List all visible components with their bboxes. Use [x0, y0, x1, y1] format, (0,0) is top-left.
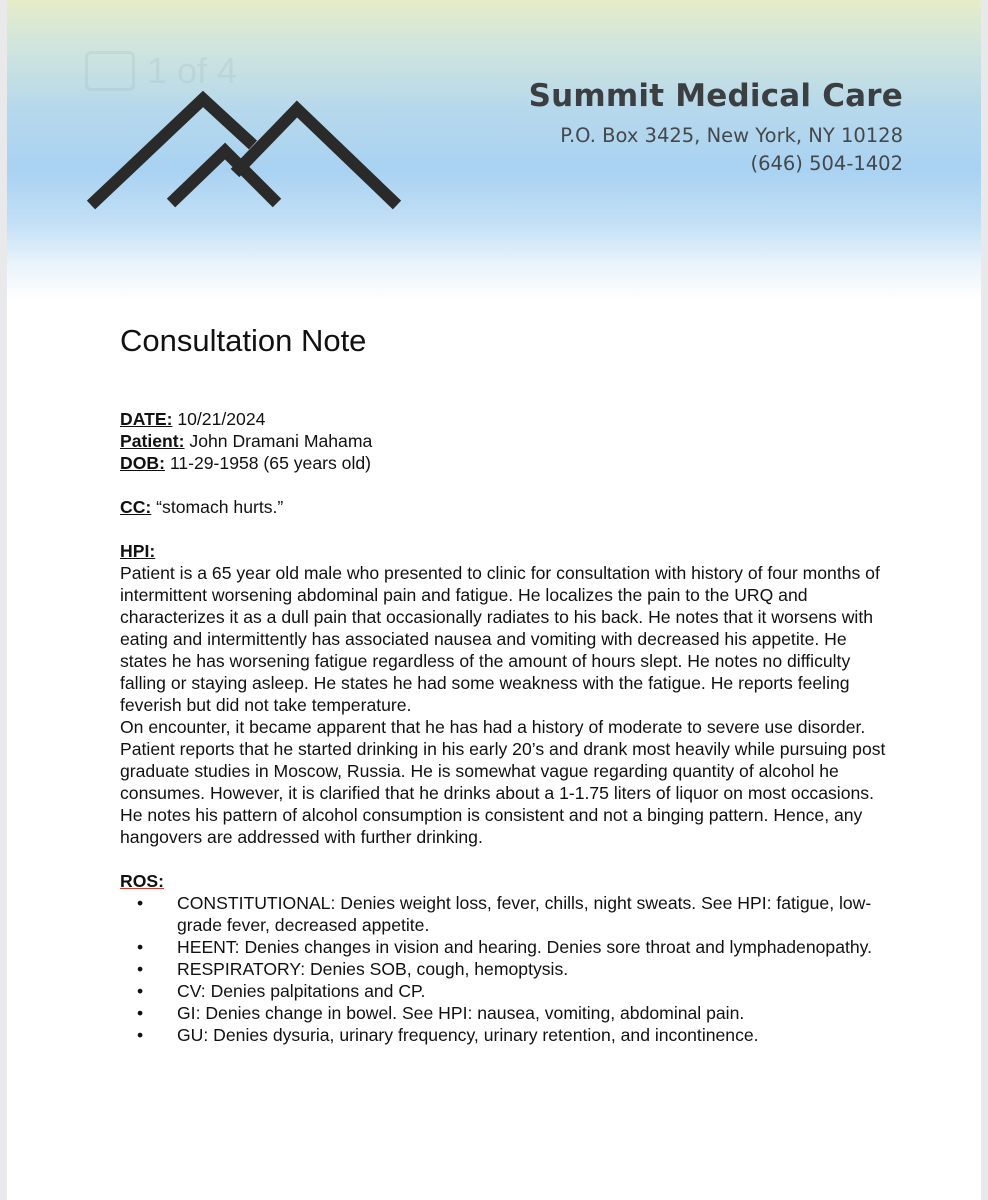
hpi-paragraph-1: Patient is a 65 year old male who presented to clinic for consultation with history of four months of intermittent worsening abdominal pain and fatigue. He localizes the pain to the URQ and characterizes it as a dull pain that occasionally radiates to his back. He notes that it worsens with eating and intermittently has associated nausea and vomiting with decreased his appetite. He states he has worsening fatigue regardless of the amount of hours slept. He notes no difficulty falling or staying asleep. He states he had some weakness with the fatigue. He reports feeling feverish but did not take temperature. — [120, 563, 880, 715]
ros-item-respiratory: • RESPIRATORY: Denies SOB, cough, hemoptysis. — [137, 959, 569, 979]
bullet: • — [137, 937, 144, 957]
cc-value: “stomach hurts.” — [151, 497, 284, 517]
bullet: • — [137, 1003, 144, 1023]
document-page — [7, 0, 981, 1200]
ros-item-heent: • HEENT: Denies changes in vision and hearing. Denies sore throat and lymphadenopathy. — [137, 937, 873, 957]
dob-label: DOB: — [120, 453, 165, 473]
page-indicator-text: 1 of 4 — [147, 50, 238, 91]
ros-item-cv: • CV: Denies palpitations and CP. — [137, 981, 426, 1001]
company-phone: (646) 504-1402 — [750, 152, 903, 175]
cc-label: CC: — [120, 497, 152, 517]
date-row — [120, 408, 890, 430]
hpi-label: HPI: — [120, 541, 156, 561]
company-name: Summit Medical Care — [528, 78, 903, 114]
company-info — [529, 78, 903, 178]
patient-label: Patient: — [120, 431, 185, 451]
hpi-paragraph-2: On encounter, it became apparent that he has had a history of moderate to severe use disorder. Patient reports that he started drinking in his early 20’s and drank most heavily while pursuing post graduate studies in Moscow, Russia. He is somewhat vague regarding quantity of alcohol he consumes. However, it is clarified that he drinks about a 1-1.75 liters of liquor on most occasions. He notes his pattern of alcohol consumption is consistent and not a binging pattern. Hence, any hangovers are addressed with further drinking. — [120, 717, 886, 847]
dob-value: 11-29-1958 (65 years old) — [164, 453, 371, 473]
bullet: • — [137, 981, 144, 1001]
patient-row — [120, 430, 890, 452]
mountain-logo-icon — [85, 85, 405, 215]
date-label: DATE: — [120, 409, 173, 429]
ros-item-gu: • GU: Denies dysuria, urinary frequency, urinary retention, and incontinence. — [137, 1025, 759, 1045]
bullet: • — [137, 893, 144, 913]
date-value: 10/21/2024 — [172, 409, 266, 429]
document-title: Consultation Note — [120, 323, 367, 358]
cc-row — [120, 496, 890, 518]
patient-value: John Dramani Mahama — [184, 431, 373, 451]
company-address: P.O. Box 3425, New York, NY 10128 — [560, 124, 903, 147]
note-content — [120, 408, 890, 1046]
ros-label: ROS: — [120, 871, 164, 891]
ros-list — [120, 892, 890, 1046]
dob-row — [120, 452, 890, 474]
ros-item-gi: • GI: Denies change in bowel. See HPI: nausea, vomiting, abdominal pain. — [137, 1003, 745, 1023]
bullet: • — [137, 1025, 144, 1045]
ros-item-constitutional: • CONSTITUTIONAL: Denies weight loss, fever, chills, night sweats. See HPI: fatigue, low-grade fever, decreased appetite. — [137, 893, 872, 935]
bullet: • — [137, 959, 144, 979]
